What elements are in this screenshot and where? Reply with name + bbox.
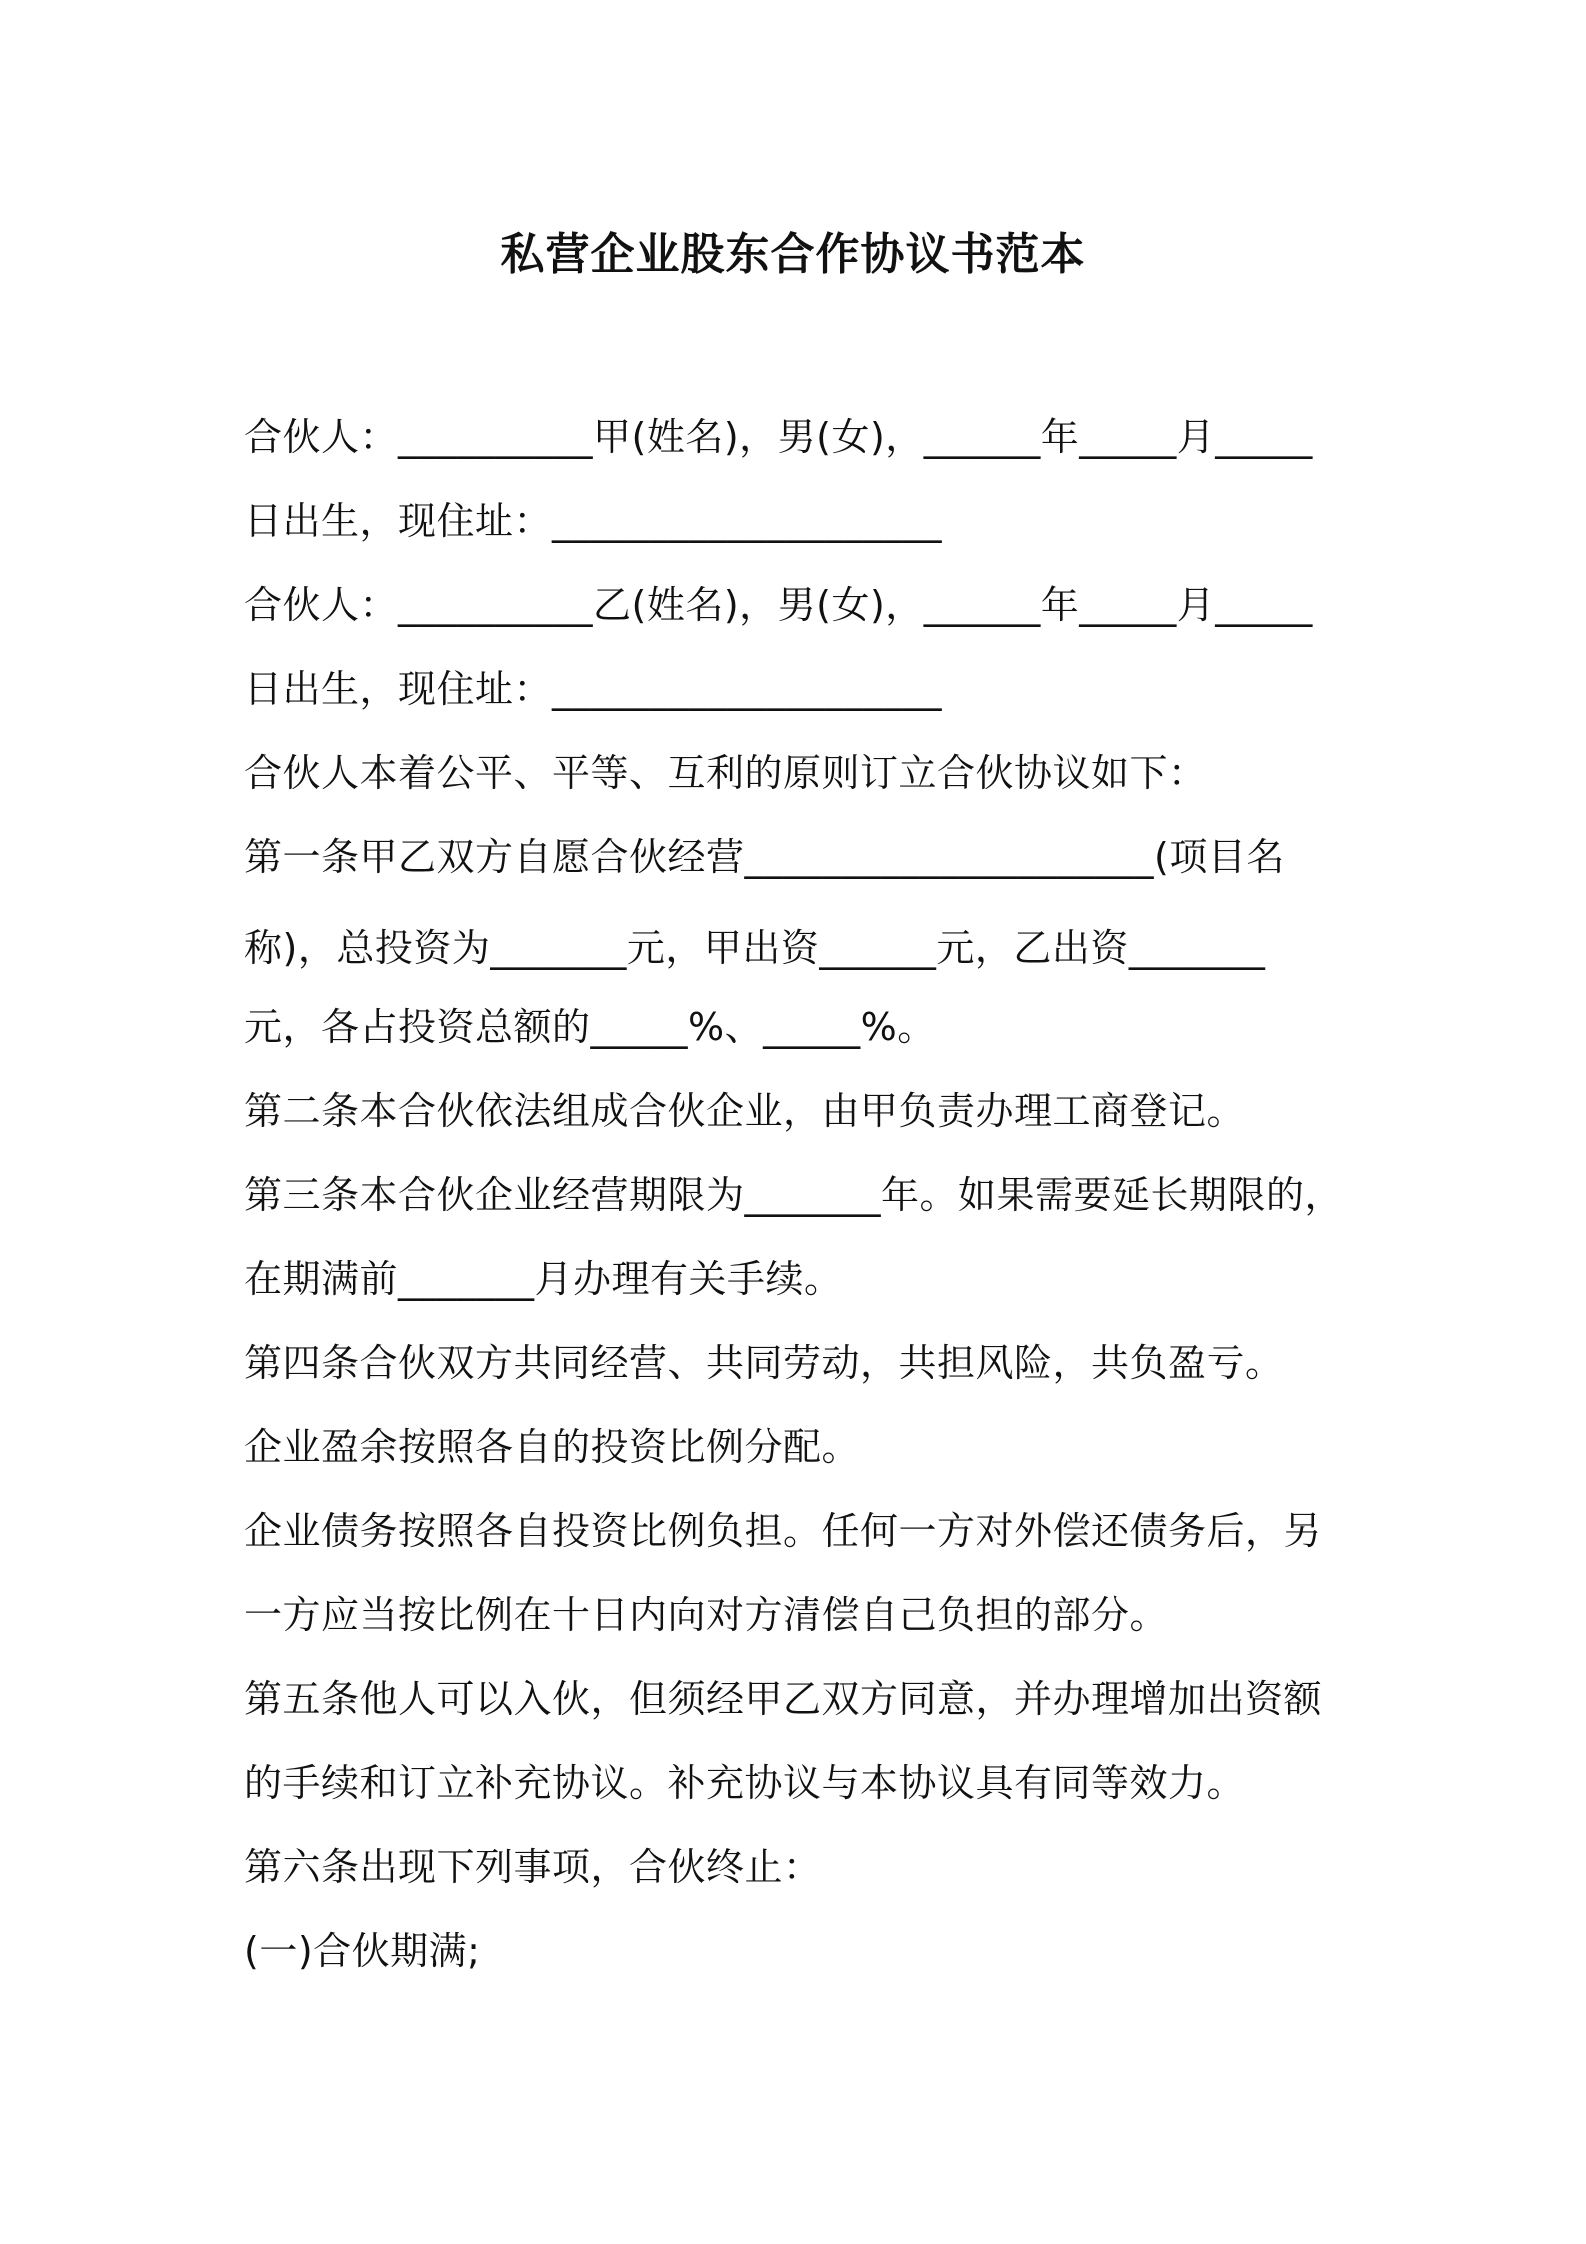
text-line-10: 第三条本合伙企业经营期限为_______年。如果需要延长期限的， <box>244 1173 1344 1217</box>
text-line-19: (一)合伙期满; <box>244 1929 481 1973</box>
text-line-8: 元，各占投资总额的_____%、_____%。 <box>244 1005 936 1049</box>
text-line-17: 的手续和订立补充协议。补充协议与本协议具有同等效力。 <box>244 1761 1246 1805</box>
text-line-5: 合伙人本着公平、平等、互利的原则订立合伙协议如下： <box>244 751 1207 795</box>
text-line-15: 一方应当按比例在十日内向对方清偿自己负担的部分。 <box>244 1593 1169 1637</box>
text-line-9: 第二条本合伙依法组成合伙企业，由甲负责办理工商登记。 <box>244 1089 1246 1133</box>
text-line-4: 日出生，现住址：____________________ <box>244 667 943 711</box>
text-line-2: 日出生，现住址：____________________ <box>244 499 943 543</box>
text-line-6: 第一条甲乙双方自愿合伙经营_____________________(项目名 <box>244 835 1285 879</box>
text-line-3: 合伙人：__________乙(姓名)，男(女)，______年_____月_____ <box>244 583 1313 627</box>
text-line-11: 在期满前_______月办理有关手续。 <box>244 1257 843 1301</box>
text-line-13: 企业盈余按照各自的投资比例分配。 <box>244 1425 861 1469</box>
document-title: 私营企业股东合作协议书范本 <box>500 229 1086 280</box>
text-line-16: 第五条他人可以入伙，但须经甲乙双方同意，并办理增加出资额 <box>244 1677 1323 1721</box>
text-line-12: 第四条合伙双方共同经营、共同劳动，共担风险，共负盈亏。 <box>244 1341 1284 1385</box>
text-line-14: 企业债务按照各自投资比例负担。任何一方对外偿还债务后，另 <box>244 1509 1323 1553</box>
text-line-7: 称)，总投资为_______元，甲出资______元，乙出资_______ <box>244 926 1266 970</box>
text-line-1: 合伙人：__________甲(姓名)，男(女)，______年_____月_____ <box>244 415 1313 459</box>
text-line-18: 第六条出现下列事项，合伙终止： <box>244 1845 822 1889</box>
